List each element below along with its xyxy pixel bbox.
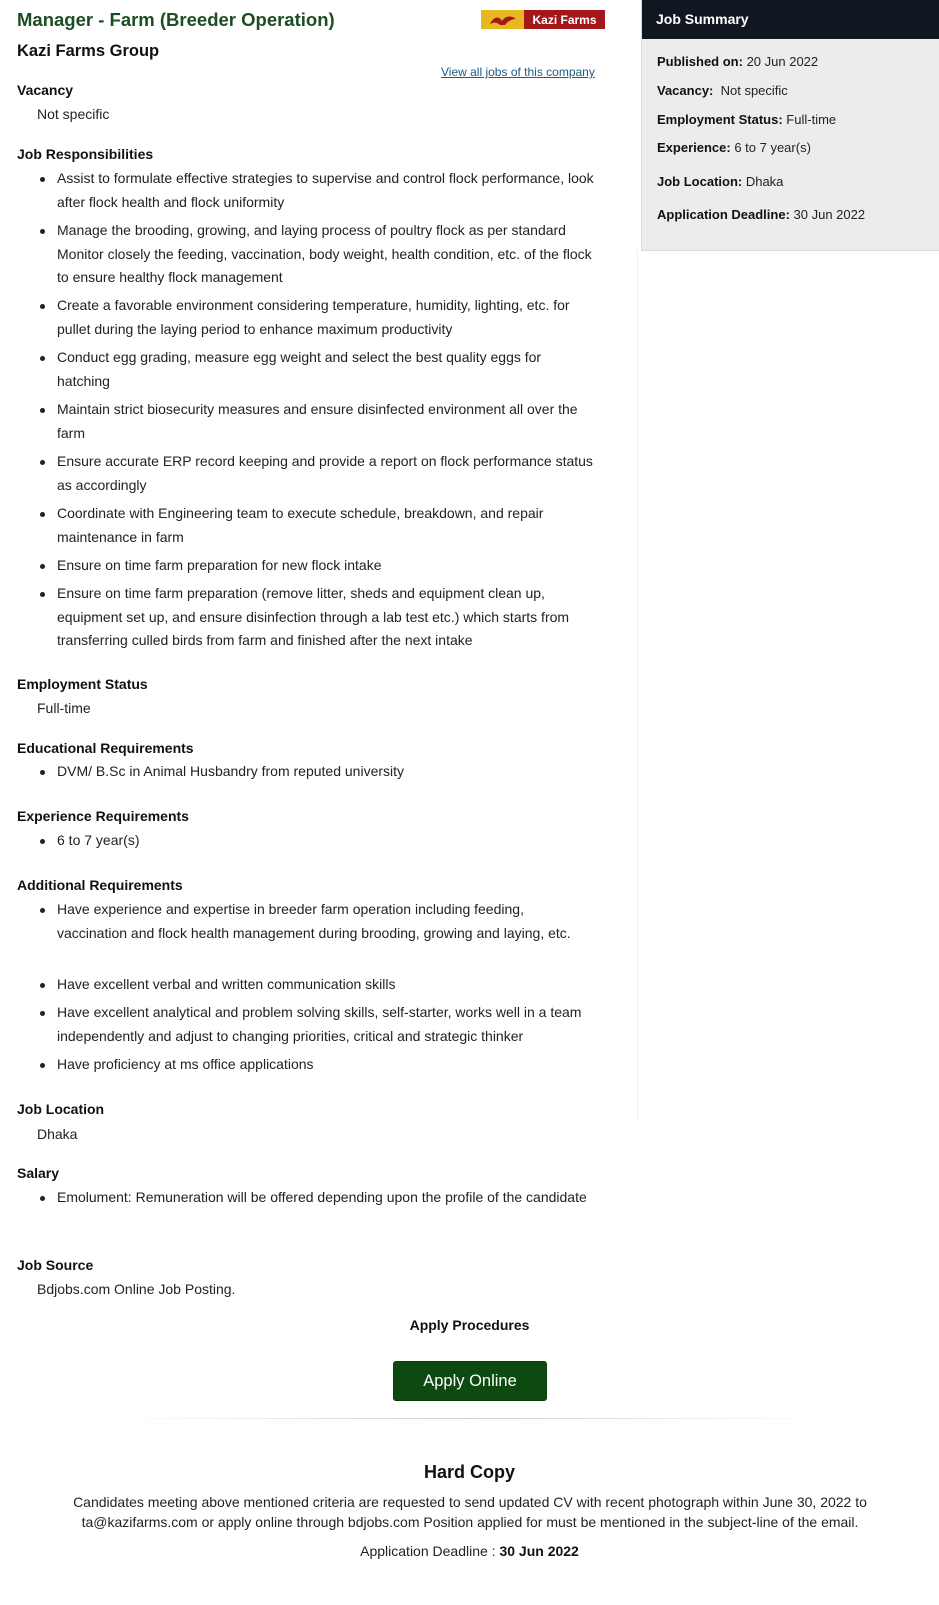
additional-heading: Additional Requirements	[17, 877, 183, 893]
view-all-jobs-link[interactable]: View all jobs of this company	[441, 65, 595, 79]
list-item: DVM/ B.Sc in Animal Husbandry from reputed university	[17, 760, 597, 784]
bullet-icon	[40, 839, 45, 844]
bullet-icon	[40, 512, 45, 517]
job-title: Manager - Farm (Breeder Operation)	[17, 9, 335, 30]
company-logo[interactable]	[481, 10, 605, 29]
apply-procedures-heading: Apply Procedures	[409, 1317, 530, 1333]
bullet-icon	[40, 304, 45, 309]
list-item: Conduct egg grading, measure egg weight and select the best quality eggs for hatching	[17, 346, 597, 393]
list-item: Maintain strict biosecurity measures and ensure disinfected environment all over the farm	[17, 398, 597, 445]
salary-heading: Salary	[17, 1165, 60, 1181]
job-summary-heading: Job Summary	[642, 0, 939, 39]
bullet-icon	[40, 229, 45, 234]
bullet-icon	[40, 1011, 45, 1016]
divider	[110, 1418, 830, 1419]
location-heading: Job Location	[17, 1101, 105, 1117]
bullet-icon	[40, 564, 45, 569]
hard-copy-title: Hard Copy	[423, 1462, 515, 1482]
bullet-icon	[40, 770, 45, 775]
list-item: Emolument: Remuneration will be offered depending upon the profile of the candidate	[17, 1186, 597, 1210]
list-item: Have excellent verbal and written communication skills	[17, 973, 597, 997]
list-item: Ensure accurate ERP record keeping and provide a report on flock performance status as accordingly	[17, 450, 597, 497]
company-name: Kazi Farms Group	[17, 42, 160, 60]
job-source-value: Bdjobs.com Online Job Posting.	[37, 1281, 236, 1297]
job-summary-panel	[641, 0, 939, 251]
employment-status-value: Full-time	[37, 700, 91, 716]
vacancy-heading: Vacancy	[17, 82, 74, 98]
list-item: Coordinate with Engineering team to execute schedule, breakdown, and repair maintenance in farm	[17, 502, 597, 549]
list-item: 6 to 7 year(s)	[17, 829, 597, 853]
bullet-icon	[40, 408, 45, 413]
location-value: Dhaka	[37, 1126, 78, 1142]
bullet-icon	[40, 177, 45, 182]
list-item: Have excellent analytical and problem solving skills, self-starter, works well in a team independently and adjust to changing priorities, critical and strategic thinker	[17, 1001, 597, 1048]
bullet-icon	[40, 908, 45, 913]
responsibilities-heading: Job Responsibilities	[17, 146, 154, 162]
list-item: Ensure on time farm preparation (remove litter, sheds and equipment clean up, equipment set up, and ensure disinfection through a lab test etc.) which starts from transferring culled birds from farm and finished after the next intake	[17, 582, 597, 653]
list-item: Assist to formulate effective strategies to supervise and control flock performance, look after flock health and flock uniformity	[17, 167, 597, 214]
logo-text: Kazi Farms	[524, 10, 605, 29]
summary-vacancy: Vacancy: Not specific	[657, 83, 788, 98]
list-item: Have experience and expertise in breeder farm operation including feeding, vaccination and flock health management during brooding, growing and laying, etc.	[17, 898, 597, 945]
summary-published: Published on: 20 Jun 2022	[657, 54, 819, 69]
bullet-icon	[40, 356, 45, 361]
education-heading: Educational Requirements	[17, 740, 194, 756]
column-divider	[637, 250, 638, 1120]
vacancy-value: Not specific	[37, 106, 110, 122]
deadline-label: Application Deadline :	[360, 1543, 500, 1559]
apply-online-button[interactable]: Apply Online	[393, 1361, 547, 1401]
logo-bird-icon	[481, 10, 524, 29]
bullet-icon	[40, 592, 45, 597]
list-item: Ensure on time farm preparation for new flock intake	[17, 554, 597, 578]
deadline-value: 30 Jun 2022	[499, 1543, 579, 1559]
bullet-icon	[40, 983, 45, 988]
list-item: Create a favorable environment considering temperature, humidity, lighting, etc. for pullet during the laying period to enhance maximum productivity	[17, 294, 597, 341]
employment-status-heading: Employment Status	[17, 676, 148, 692]
bullet-icon	[40, 1063, 45, 1068]
bullet-icon	[40, 1196, 45, 1201]
list-item: Manage the brooding, growing, and laying process of poultry flock as per standard Monitor closely the feeding, vaccination, body weight, health condition, etc. of the flock to ensure healthy flock management	[17, 219, 597, 290]
summary-employment-status: Employment Status: Full-time	[657, 112, 837, 127]
summary-location: Job Location: Dhaka	[657, 174, 784, 189]
summary-deadline: Application Deadline: 30 Jun 2022	[657, 207, 866, 222]
list-item: Have proficiency at ms office applications	[17, 1053, 597, 1077]
bullet-icon	[40, 460, 45, 465]
summary-experience: Experience: 6 to 7 year(s)	[657, 140, 811, 155]
job-source-heading: Job Source	[17, 1257, 94, 1273]
hard-copy-text: Candidates meeting above mentioned criteria are requested to send updated CV with recent photograph within June 30, 2022 to ta@kazifarms.com or apply online through bdjobs.com Position applied for must be mentioned in the subject-line of the email.	[73, 1494, 867, 1530]
application-deadline	[0, 1543, 939, 1559]
experience-heading: Experience Requirements	[17, 808, 189, 824]
